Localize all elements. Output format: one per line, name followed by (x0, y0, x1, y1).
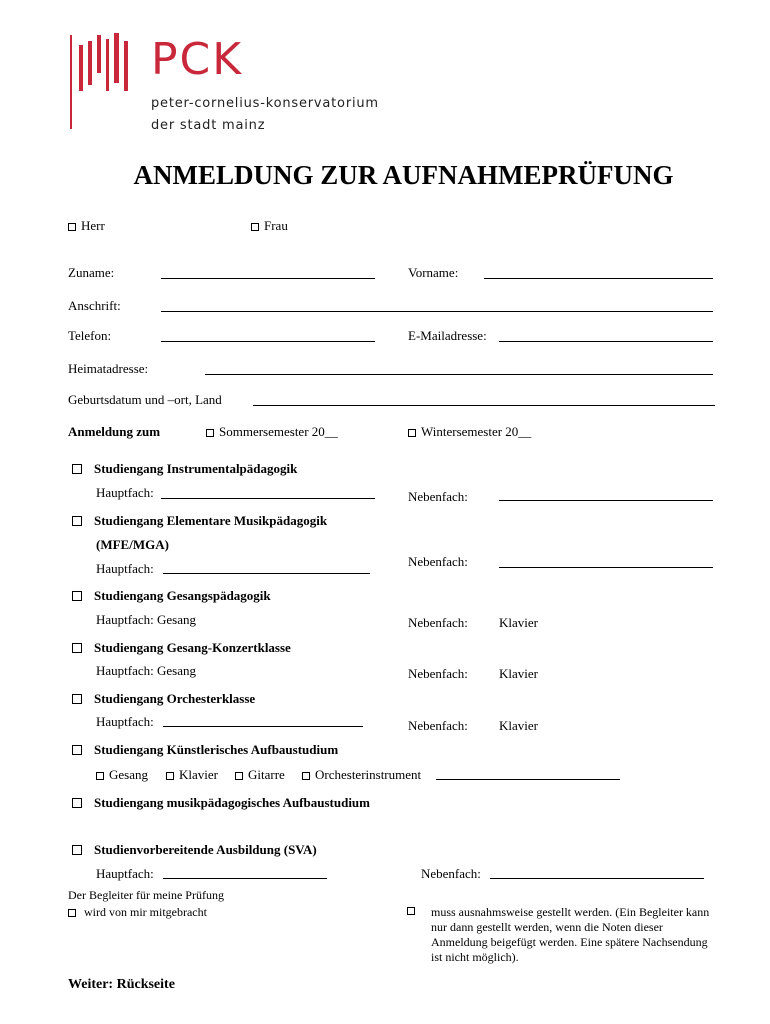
orchester-hauptfach-label: Hauptfach: (96, 714, 154, 729)
sva-title: Studienvorbereitende Ausbildung (SVA) (94, 842, 317, 857)
begleiter-option2: muss ausnahmsweise gestellt werden. (Ein Begleiter kann nur dann gestellt werden, wenn die Noten dieser Anmeldung beigefügt werden. Eine spätere Nachsendung ist nicht möglich). (431, 905, 710, 964)
checkbox-gitarre-option[interactable] (235, 767, 285, 783)
checkbox-orchester[interactable] (72, 691, 255, 707)
checkbox-icon[interactable] (72, 694, 82, 704)
checkbox-icon[interactable] (68, 223, 76, 231)
musikpaed-title: Studiengang musikpädagogisches Aufbaustudium (94, 795, 370, 810)
checkbox-kuenstlerisch[interactable] (72, 742, 338, 758)
elementar-sub: (MFE/MGA) (96, 537, 169, 552)
checkbox-icon[interactable] (72, 643, 82, 653)
checkbox-icon[interactable] (96, 772, 104, 780)
kuenstlerisch-title: Studiengang Künstlerisches Aufbaustudium (94, 742, 339, 757)
logo-abbr: PCK (151, 34, 244, 85)
anschrift-field[interactable] (161, 311, 713, 312)
elementar-title: Studiengang Elementare Musikpädagogik (94, 513, 328, 528)
gesangspaed-hauptfach: Hauptfach: Gesang (96, 612, 196, 627)
elementar-nebenfach-field[interactable] (499, 567, 713, 568)
checkbox-frau[interactable] (251, 218, 288, 234)
gesangspaed-nebenfach-value: Klavier (499, 615, 538, 630)
checkbox-icon[interactable] (408, 429, 416, 437)
elementar-nebenfach-label: Nebenfach: (408, 554, 468, 569)
checkbox-gesangspaed[interactable] (72, 588, 271, 604)
gitarre-option-label: Gitarre (248, 767, 285, 782)
orchesterinstrument-field[interactable] (436, 779, 620, 780)
sommersemester-label: Sommersemester 20__ (219, 424, 338, 439)
orchester-nebenfach-label: Nebenfach: (408, 718, 468, 733)
instrumental-hauptfach-label: Hauptfach: (96, 485, 154, 500)
elementar-hauptfach-label: Hauptfach: (96, 561, 154, 576)
checkbox-herr[interactable] (68, 218, 105, 234)
gesangspaed-nebenfach-label: Nebenfach: (408, 615, 468, 630)
checkbox-icon[interactable] (72, 591, 82, 601)
email-field[interactable] (499, 341, 713, 342)
gesangkonzert-nebenfach-label: Nebenfach: (408, 666, 468, 681)
checkbox-icon[interactable] (302, 772, 310, 780)
heimatadresse-field[interactable] (205, 374, 713, 375)
checkbox-klavier-option[interactable] (166, 767, 218, 783)
checkbox-instrumental[interactable] (72, 461, 297, 477)
logo-line2: der stadt mainz (151, 118, 266, 133)
begleiter-option1: wird von mir mitgebracht (84, 905, 207, 919)
checkbox-orchesterinstrument-option[interactable] (302, 767, 421, 783)
page-title: ANMELDUNG ZUR AUFNAHMEPRÜFUNG (133, 160, 674, 190)
instrumental-nebenfach-field[interactable] (499, 500, 713, 501)
instrumental-nebenfach-label: Nebenfach: (408, 489, 468, 504)
anschrift-label: Anschrift: (68, 298, 121, 313)
checkbox-musikpaed[interactable] (72, 795, 370, 811)
elementar-hauptfach-field[interactable] (163, 573, 370, 574)
sva-hauptfach-field[interactable] (163, 878, 327, 879)
gesangkonzert-title: Studiengang Gesang-Konzertklasse (94, 640, 291, 655)
herr-label: Herr (81, 218, 105, 233)
checkbox-icon[interactable] (72, 845, 82, 855)
gesangkonzert-nebenfach-value: Klavier (499, 666, 538, 681)
gesang-option-label: Gesang (109, 767, 148, 782)
instrumental-title: Studiengang Instrumentalpädagogik (94, 461, 298, 476)
instrumental-hauptfach-field[interactable] (161, 498, 375, 499)
frau-label: Frau (264, 218, 288, 233)
checkbox-gesang-option[interactable] (96, 767, 148, 783)
checkbox-icon[interactable] (72, 798, 82, 808)
gesangkonzert-hauptfach: Hauptfach: Gesang (96, 663, 196, 678)
checkbox-wintersemester[interactable] (408, 424, 531, 440)
anmeldung-label: Anmeldung zum (68, 424, 161, 439)
telefon-field[interactable] (161, 341, 375, 342)
gesangspaed-title: Studiengang Gesangspädagogik (94, 588, 271, 603)
checkbox-icon[interactable] (251, 223, 259, 231)
checkbox-icon[interactable] (206, 429, 214, 437)
checkbox-begleiter-gestellt[interactable] (407, 907, 415, 915)
klavier-option-label: Klavier (179, 767, 218, 782)
checkbox-sva[interactable] (72, 842, 317, 858)
checkbox-gesangkonzert[interactable] (72, 640, 291, 656)
wintersemester-label: Wintersemester 20__ (421, 424, 532, 439)
zuname-label: Zuname: (68, 265, 115, 280)
sva-nebenfach-label: Nebenfach: (421, 866, 481, 881)
sva-nebenfach-field[interactable] (490, 878, 704, 879)
email-label: E-Mailadresse: (408, 328, 487, 343)
orchester-hauptfach-field[interactable] (163, 726, 363, 727)
orchester-nebenfach-value: Klavier (499, 718, 538, 733)
vorname-field[interactable] (484, 278, 713, 279)
checkbox-begleiter-mitgebracht[interactable] (68, 905, 207, 920)
sva-hauptfach-label: Hauptfach: (96, 866, 154, 881)
checkbox-icon[interactable] (72, 516, 82, 526)
begleiter-intro: Der Begleiter für meine Prüfung (68, 888, 224, 902)
checkbox-icon[interactable] (72, 464, 82, 474)
checkbox-icon[interactable] (68, 909, 76, 917)
telefon-label: Telefon: (68, 328, 112, 343)
orchester-title: Studiengang Orchesterklasse (94, 691, 256, 706)
checkbox-sommersemester[interactable] (206, 424, 338, 440)
footer-next-page: Weiter: Rückseite (68, 977, 175, 992)
checkbox-icon[interactable] (72, 745, 82, 755)
checkbox-icon[interactable] (166, 772, 174, 780)
checkbox-icon[interactable] (235, 772, 243, 780)
logo-line1: peter-cornelius-konservatorium (151, 96, 379, 111)
zuname-field[interactable] (161, 278, 375, 279)
orchesterinstrument-option-label: Orchesterinstrument (315, 767, 422, 782)
checkbox-elementar[interactable] (72, 513, 327, 529)
vorname-label: Vorname: (408, 265, 459, 280)
geburtsdatum-field[interactable] (253, 405, 715, 406)
heimatadresse-label: Heimatadresse: (68, 361, 149, 376)
geburtsdatum-label: Geburtsdatum und –ort, Land (68, 392, 222, 407)
